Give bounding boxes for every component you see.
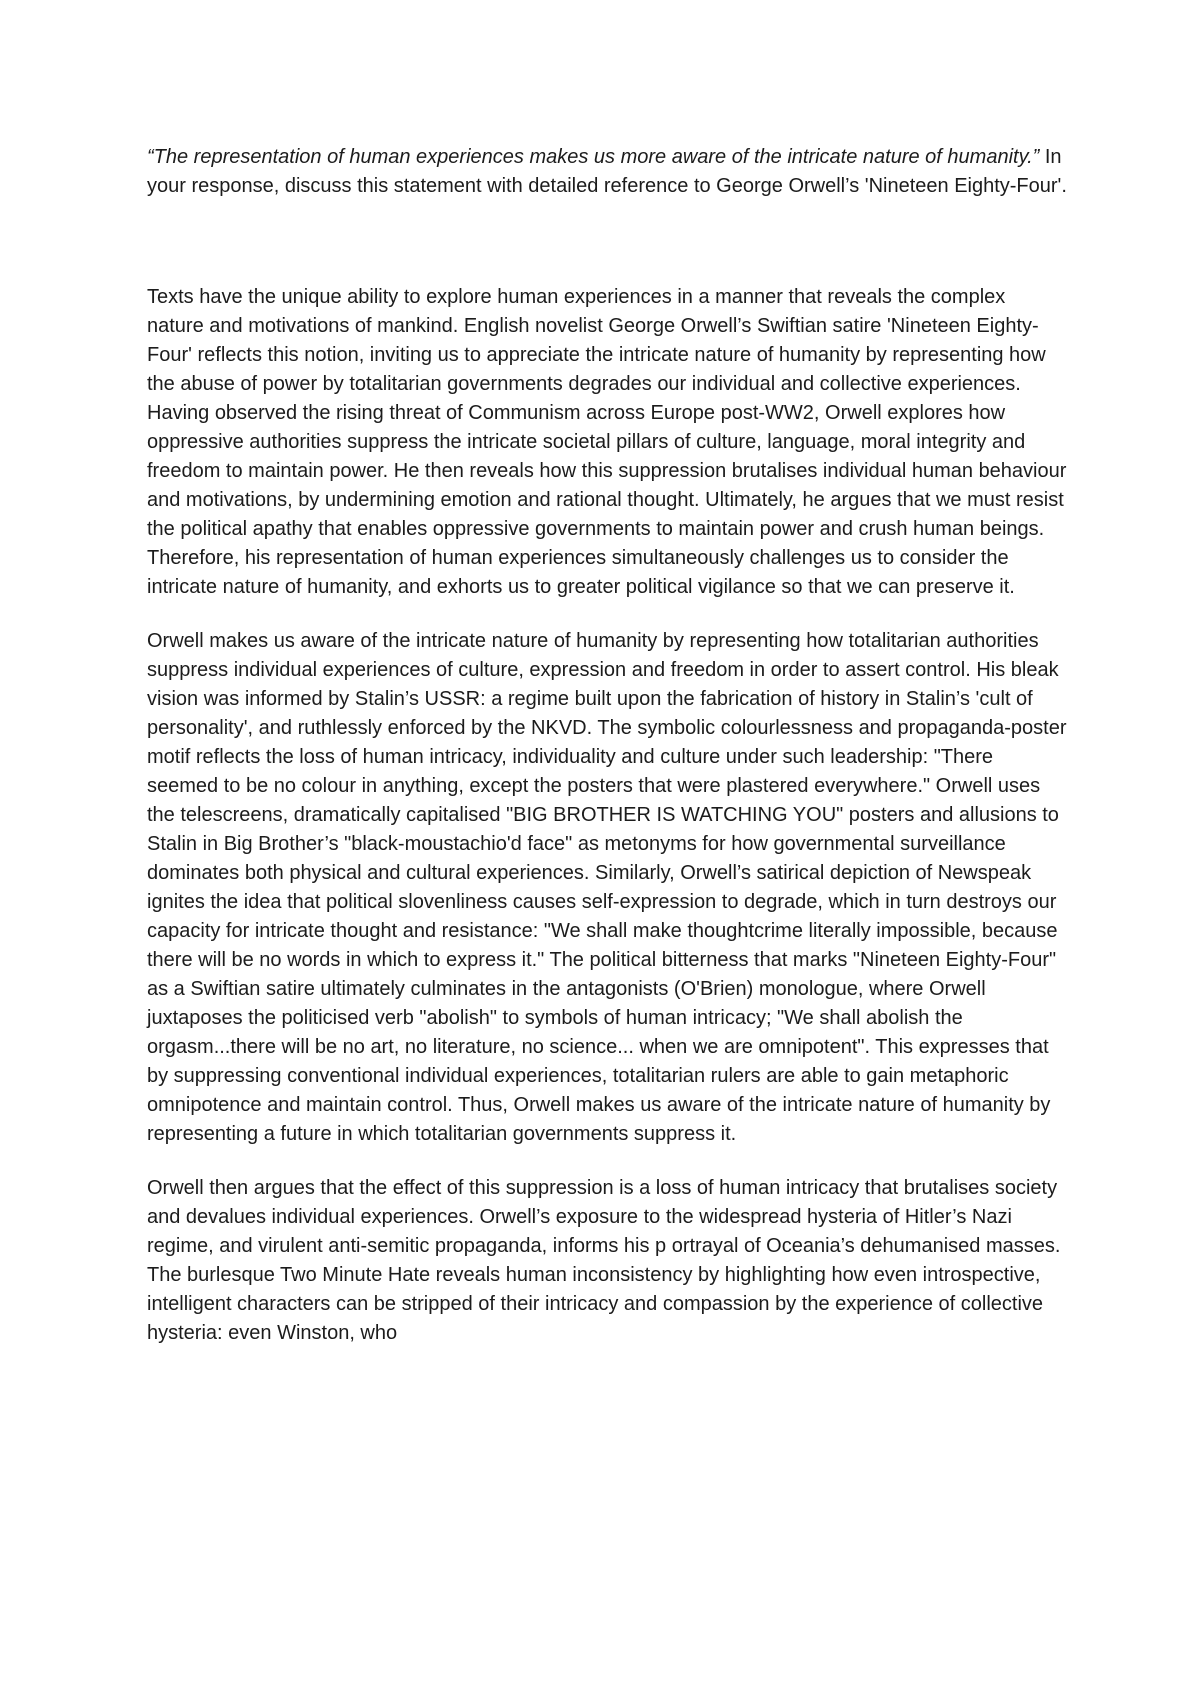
essay-body [147,283,1067,1348]
prompt-instruction: In your response, discuss this statement with detailed reference to George Orwell’s 'Nineteen Eighty-Four'. [147,146,1067,197]
essay-paragraph-intro: Texts have the unique ability to explore human experiences in a manner that reveals the complex nature and motivations of mankind. English novelist George Orwell’s Swiftian satire 'Nineteen Eighty-Four' reflects this notion, inviting us to appreciate the intricate nature of humanity by representing how the abuse of power by totalitarian governments degrades our individual and collective experiences. Having observed the rising threat of Communism across Europe post-WW2, Orwell explores how oppressive authorities suppress the intricate societal pillars of culture, language, moral integrity and freedom to maintain power. He then reveals how this suppression brutalises individual human behaviour and motivations, by undermining emotion and rational thought. Ultimately, he argues that we must resist the political apathy that enables oppressive governments to maintain power and crush human beings. Therefore, his representation of human experiences simultaneously challenges us to consider the intricate nature of humanity, and exhorts us to greater political vigilance so that we can preserve it. [147,286,1067,598]
prompt-quote: “The representation of human experiences makes us more aware of the intricate nature of humanity.” [147,146,1040,168]
essay-prompt [147,143,1067,201]
essay-paragraph-body-1: Orwell makes us aware of the intricate nature of humanity by representing how totalitarian authorities suppress individual experiences of culture, expression and freedom in order to assert control. His bleak vision was informed by Stalin’s USSR: a regime built upon the fabrication of history in Stalin’s 'cult of personality', and ruthlessly enforced by the NKVD. The symbolic colourlessness and propaganda-poster motif reflects the loss of human intricacy, individuality and culture under such leadership: "There seemed to be no colour in anything, except the posters that were plastered everywhere." Orwell uses the telescreens, dramatically capitalised "BIG BROTHER IS WATCHING YOU" posters and allusions to Stalin in Big Brother’s "black-moustachio'd face" as metonyms for how governmental surveillance dominates both physical and cultural experiences. Similarly, Orwell’s satirical depiction of Newspeak ignites the idea that political slovenliness causes self-expression to degrade, which in turn destroys our capacity for intricate thought and resistance: "We shall make thoughtcrime literally impossible, because there will be no words in which to express it." The political bitterness that marks "Nineteen Eighty-Four" as a Swiftian satire ultimately culminates in the antagonists (O'Brien) monologue, where Orwell juxtaposes the politicised verb "abolish" to symbols of human intricacy; "We shall abolish the orgasm...there will be no art, no literature, no science... when we are omnipotent". This expresses that by suppressing conventional individual experiences, totalitarian rulers are able to gain metaphoric omnipotence and maintain control. Thus, Orwell makes us aware of the intricate nature of humanity by representing a future in which totalitarian governments suppress it. [147,630,1067,1145]
document-content [147,143,1067,1348]
essay-paragraph-body-2: Orwell then argues that the effect of this suppression is a loss of human intricacy that brutalises society and devalues individual experiences. Orwell’s exposure to the widespread hysteria of Hitler’s Nazi regime, and virulent anti-semitic propaganda, informs his p ortrayal of Oceania’s dehumanised masses. The burlesque Two Minute Hate reveals human inconsistency by highlighting how even introspective, intelligent characters can be stripped of their intricacy and compassion by the experience of collective hysteria: even Winston, who [147,1177,1061,1344]
